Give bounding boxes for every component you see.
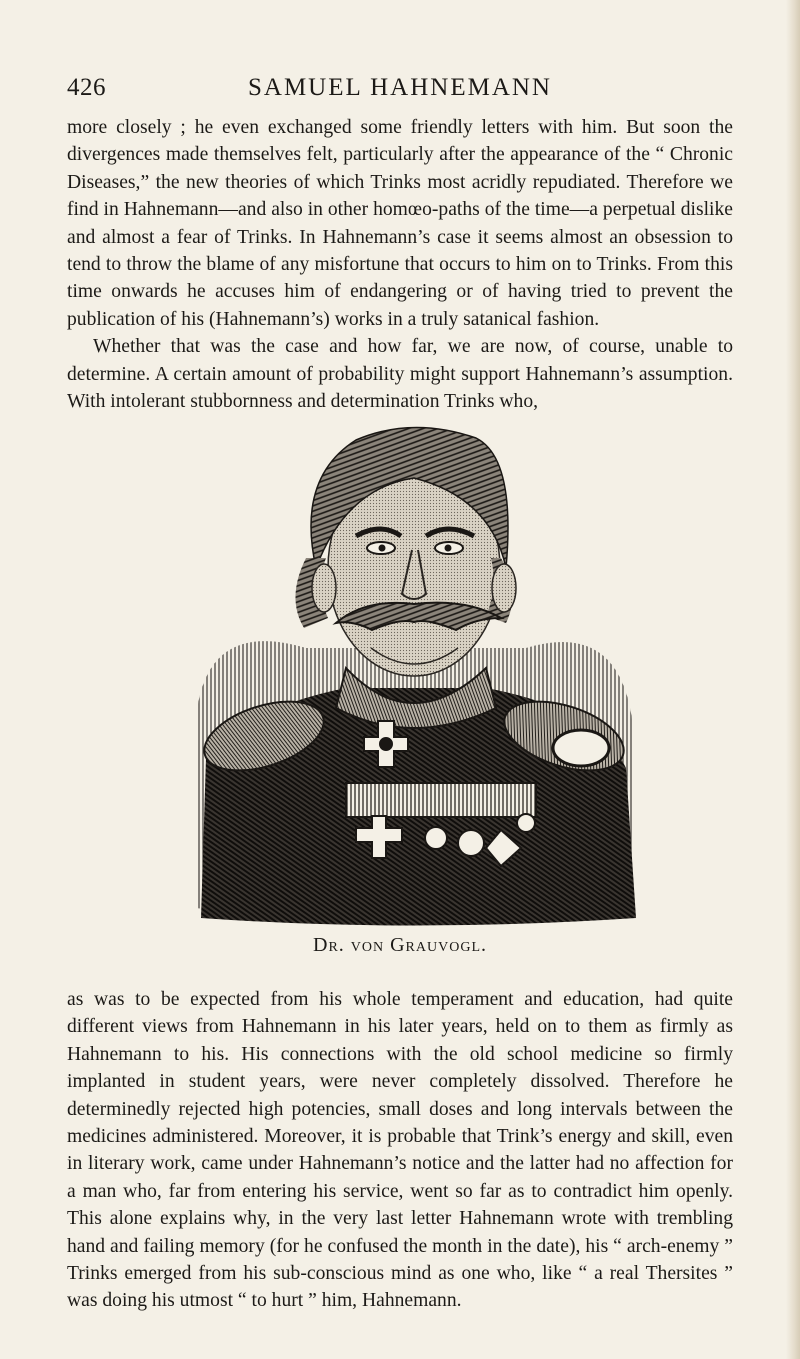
portrait-engraving <box>186 418 638 926</box>
paragraph: Whether that was the case and how far, we are now, of course, unable to determine. A certain amount of probability might support Hahnemann’s assumption. With intolerant stubbornness and determination Trinks who, <box>67 336 733 413</box>
caption-text: Dr. von Grauvogl. <box>313 934 487 956</box>
running-head: SAMUEL HAHNEMANN <box>248 74 552 101</box>
page-edge-shadow <box>786 0 800 1359</box>
figure-caption <box>0 934 800 957</box>
page-number: 426 <box>67 74 106 101</box>
paragraph: more closely ; he even exchanged some friendly letters with him. But soon the divergences made themselves felt, particularly after the appearance of the “ Chronic Diseases,” the new theories of which Trinks most acridly repudiated. Therefore we find in Hahnemann—and also in other homœo-paths of the time—a perpetual dislike and almost a fear of Trinks. In Hahnemann’s case it seems almost an obsession to tend to throw the blame of any misfortune that occurs to him on to Trinks. From this time onwards he accuses him of endangering or of having tried to prevent the publication of his (Hahnemann’s) works in a truly satanical fashion. <box>67 117 733 330</box>
body-text-top <box>67 114 733 415</box>
page-header <box>67 74 733 108</box>
paragraph: as was to be expected from his whole temperament and education, had quite different views from Hahnemann in his later years, held on to them as firmly as Hahnemann to his. His connections with the old school medicine so firmly implanted in student years, were never completely dissolved. Therefore he determinedly rejected high potencies, small doses and long intervals between the medicines administered. Moreover, it is probable that Trink’s energy and skill, even in literary work, came under Hahnemann’s notice and the latter had no affection for a man who, far from entering his service, went so far as to contradict him openly. This alone explains why, in the very last letter Hahnemann wrote with trembling hand and failing memory (for he confused the month in the date), his “ arch-enemy ” Trinks emerged from his sub-conscious mind as one who, like “ a real Thersites ” was doing his utmost “ to hurt ” him, Hahnemann. <box>67 989 733 1312</box>
body-text-bottom <box>67 986 733 1315</box>
